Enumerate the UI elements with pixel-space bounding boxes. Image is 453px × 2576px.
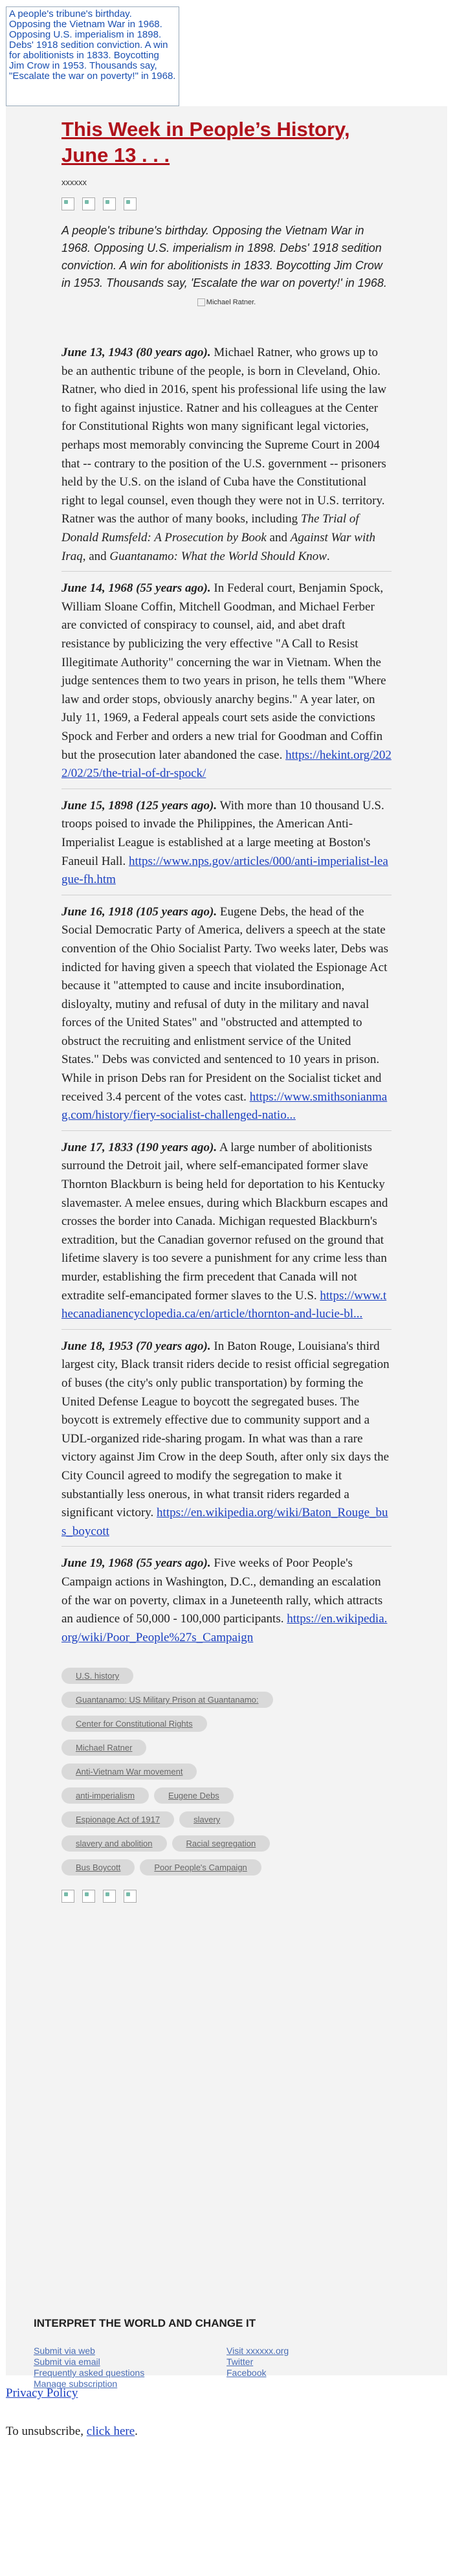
footer-title: INTERPRET THE WORLD AND CHANGE IT — [34, 2317, 256, 2329]
tag[interactable]: U.S. history — [61, 1668, 133, 1684]
tag[interactable]: Center for Constitutional Rights — [61, 1716, 207, 1732]
entry-body: Michael Ratner, who grows up to be an authentic tribune of the people, is born in Cleveland, Ohio. Ratner, who died in 2016, spent his professional life using the law to fight against injustice. Ratner and his colleagues at the Center for Constitutional Rights won many significant legal victories, perhaps most memorably convincing the Supreme Court in 2004 that -- contrary to the position of the U.S. government -- prisoners held by the U.S. on the island of Cuba have the Constitutional right to legal counsel, even though they were not in U.S. territory. Ratner was the author of many books, including — [61, 346, 387, 526]
linkedin-share-icon[interactable] — [103, 1890, 116, 1903]
entry-body: In Baton Rouge, Louisiana's third largest city, Black transit riders decide to resist official segregation of buses (the city's only public transportation) by forming the United Defense League to boycott the segregated buses. The boycott is extremely effective due to community support and a UDL-organized ride-sharing progam. In what was than a rare victory against Jim Crow in the deep South, after only six days the City Council agreed to modify the segregation to make it substantially less onerous, in what transit riders regarded a significant victory. — [61, 1339, 390, 1520]
entries-list — [61, 344, 392, 1652]
header-image-alt-text: A people's tribune's birthday. Opposing the Vietnam War in 1968. Opposing U.S. imperialism in 1898. Debs' 1918 sedition conviction. A win for abolitionists in 1833. Boycotting Jim Crow in 1953. Thousands say, "Escalate the war on poverty!" in 1968. — [9, 8, 176, 82]
footer-links-left — [34, 2346, 226, 2390]
entry-date: June 14, 1968 (55 years ago). — [61, 581, 211, 596]
image-caption — [61, 298, 392, 306]
submit-via-web-link[interactable]: Submit via web — [34, 2346, 95, 2356]
entry-date: June 13, 1943 (80 years ago). — [61, 346, 211, 360]
entry-date: June 18, 1953 (70 years ago). — [61, 1339, 211, 1353]
tag[interactable]: slavery — [179, 1811, 234, 1828]
tag[interactable]: Guantanamo: US Military Prison at Guantanamo: — [61, 1692, 273, 1708]
email-share-icon[interactable] — [124, 197, 137, 210]
entry-date: June 19, 1968 (55 years ago). — [61, 1556, 211, 1571]
image-caption-text: Michael Ratner. — [206, 298, 256, 306]
tag[interactable]: Poor People's Campaign — [140, 1859, 261, 1876]
twitter-link[interactable]: Twitter — [226, 2357, 254, 2367]
entry-link[interactable]: https://www.thecanadianencyclopedia.ca/en/article/thornton-and-lucie-bl... — [61, 1288, 387, 1321]
entry-body: Five weeks of Poor People's Campaign actions in Washington, D.C., demanding an escalation of the war on poverty, climax in a Juneteenth rally, which attracts an audience of 50,000 - 100,000 participants. — [61, 1556, 383, 1626]
book-title: The Trial of Donald Rumsfeld: A Prosecution by Book — [61, 512, 359, 545]
tag[interactable]: Michael Ratner — [61, 1740, 146, 1756]
article-summary: A people's tribune's birthday. Opposing the Vietnam War in 1968. Opposing U.S. imperialism in 1898. Debs' 1918 sedition conviction. A win for abolitionists in 1833. Boycotting Jim Crow in 1953. Thousands say, 'Escalate the war on poverty!' in 1968. — [61, 224, 387, 289]
entry — [61, 1139, 392, 1330]
article-title[interactable]: This Week in People’s History, June 13 . . . — [61, 118, 350, 166]
privacy-policy-link[interactable]: Privacy Policy — [6, 2386, 78, 2400]
tag[interactable]: Racial segregation — [172, 1835, 271, 1852]
share-icons-bottom — [61, 1890, 392, 1909]
share-icons-top — [61, 197, 392, 217]
entry-link[interactable]: https://www.nps.gov/articles/000/anti-imperialist-league-fh.htm — [61, 854, 388, 887]
entry-body: With more than 10 thousand U.S. troops poised to invade the Philippines, the American Anti-Imperialist League is established at a large meeting at Boston's Faneuil Hall. — [61, 798, 384, 868]
entry-link[interactable]: https://hekint.org/2022/02/25/the-trial-of-dr-spock/ — [61, 748, 392, 781]
facebook-share-icon[interactable] — [61, 1890, 74, 1903]
entry-conjunction: and — [266, 531, 291, 545]
entry-body: Eugene Debs, the head of the Social Democratic Party of America, delivers a speech at the state convention of the Ohio Socialist Party. Two weeks later, Debs was indicted for having given a speech that violated the Espionage Act because it "attempted to cause and incite insubordination, disloyalty, mutiny and refusal of duty in the military and naval forces of the United States" and "obstructed and attempted to obstruct the recruiting and enlistment service of the United States." Debs was convicted and sentenced to 10 years in prison. While in prison Debs ran for President on the Socialist ticket and received 3.4 percent of the votes cast. — [61, 904, 389, 1104]
unsubscribe-end: . — [135, 2425, 138, 2438]
entry-conjunction: , and — [82, 549, 110, 563]
entry-link[interactable]: https://en.wikipedia.org/wiki/Baton_Rouge_bus_boycott — [61, 1506, 388, 1538]
entry — [61, 579, 392, 789]
facebook-share-icon[interactable] — [61, 197, 74, 210]
tag[interactable]: Anti-Vietnam War movement — [61, 1764, 197, 1780]
tag[interactable]: Bus Boycott — [61, 1859, 135, 1876]
entry — [61, 1554, 392, 1652]
tag[interactable]: Eugene Debs — [154, 1787, 234, 1804]
tag[interactable]: slavery and abolition — [61, 1835, 167, 1852]
author: xxxxxx — [61, 177, 87, 187]
unsubscribe-text: To unsubscribe, — [6, 2425, 87, 2438]
entry-date: June 17, 1833 (190 years ago). — [61, 1140, 217, 1154]
footer-links — [34, 2346, 419, 2390]
tag[interactable]: anti-imperialism — [61, 1787, 149, 1804]
linkedin-share-icon[interactable] — [103, 197, 116, 210]
entry-link[interactable]: https://www.smithsonianmag.com/history/fiery-socialist-challenged-natio... — [61, 1090, 388, 1123]
book-title: Guantanamo: What the World Should Know — [109, 549, 327, 563]
tag-list — [61, 1668, 392, 1883]
email-share-icon[interactable] — [124, 1890, 137, 1903]
entry-link[interactable]: https://en.wikipedia.org/wiki/Poor_People%27s_Campaign — [61, 1612, 388, 1644]
entry — [61, 903, 392, 1131]
header-image — [6, 6, 179, 106]
unsubscribe-link[interactable]: click here — [86, 2425, 135, 2438]
footer — [34, 2317, 419, 2390]
manage-subscription-link[interactable]: Manage subscription — [34, 2379, 118, 2389]
tag[interactable]: Espionage Act of 1917 — [61, 1811, 174, 1828]
footer-links-right — [226, 2346, 419, 2390]
article — [61, 106, 392, 1909]
entry — [61, 1338, 392, 1547]
submit-via-email-link[interactable]: Submit via email — [34, 2357, 100, 2367]
entry-end: . — [326, 549, 330, 563]
facebook-link[interactable]: Facebook — [226, 2368, 267, 2378]
entry-body: A large number of abolitionists surround the Detroit jail, where self-emancipated former slave Thornton Blackburn is being held for deportation to his Kentucky slavemaster. A melee ensues, during which Blackburn escapes and crosses the border into Canada. Michigan requested Blackburn's extradition, but the Canadian governor refused on the ground that lifetime slavery is too severe a punishment for any crime less than murder, establishing the firm precedent that Canada will not extradite self-emancipated former slaves to the U.S. — [61, 1140, 388, 1303]
newsletter-card — [6, 106, 447, 2389]
unsubscribe-line — [6, 2425, 138, 2439]
entry — [61, 344, 392, 572]
broken-image-icon — [197, 298, 205, 306]
visit-site-link[interactable]: Visit xxxxxx.org — [226, 2346, 289, 2356]
book-title: Against War with Iraq — [61, 531, 375, 563]
entry-date: June 15, 1898 (125 years ago). — [61, 798, 217, 812]
entry-body: In Federal court, Benjamin Spock, William Sloane Coffin, Mitchell Goodman, and Michael Ferber are convicted of conspiracy to counsel, aid, and abet draft resistance by publicizing the very effective "A Call to Resist Illegitimate Authority" concerning the war in Vietnam. When the judge sentences them to two years in prison, he tells them "Where law and order stops, obviously anarchy begins." A year later, on July 11, 1969, a Federal appeals court sets aside the convictions Spock and Ferber and orders a new trial for Goodman and Coffin but the prosecution later abandoned the case. — [61, 581, 386, 762]
faq-link[interactable]: Frequently asked questions — [34, 2368, 145, 2378]
entry-date: June 16, 1918 (105 years ago). — [61, 904, 217, 919]
entry — [61, 797, 392, 895]
twitter-share-icon[interactable] — [82, 1890, 95, 1903]
twitter-share-icon[interactable] — [82, 197, 95, 210]
